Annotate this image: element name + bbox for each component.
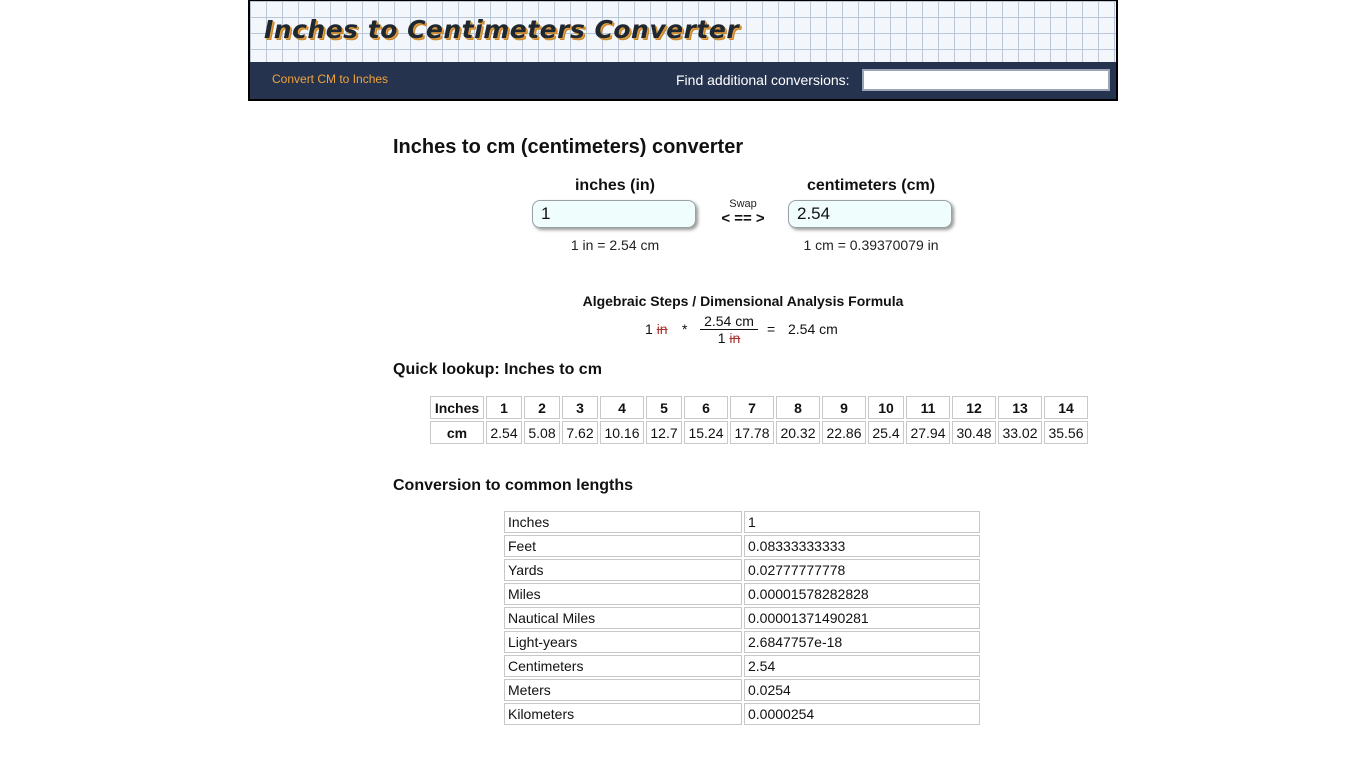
quick-lookup-table <box>428 394 1090 446</box>
unit-cell: Miles <box>504 583 742 605</box>
table-cell: 13 <box>998 396 1042 419</box>
formula-denominator <box>700 330 758 347</box>
value-cell: 0.00001578282828 <box>744 583 980 605</box>
value-cell: 0.02777777778 <box>744 559 980 581</box>
table-cell: 10.16 <box>600 421 644 444</box>
unit-cell: Kilometers <box>504 703 742 725</box>
banner-title[interactable]: Inches to Centimeters Converter <box>264 15 740 44</box>
table-cell: 12.7 <box>646 421 682 444</box>
quick-lookup-cm-row <box>430 421 1088 444</box>
centimeters-note: 1 cm = 0.39370079 in <box>803 237 939 253</box>
unit-cell: Meters <box>504 679 742 701</box>
value-cell: 0.08333333333 <box>744 535 980 557</box>
table-cell: 35.56 <box>1044 421 1088 444</box>
value-cell: 0.0254 <box>744 679 980 701</box>
swap-button[interactable]: < == > <box>721 210 765 227</box>
formula-lhs <box>645 321 668 337</box>
formula-fraction <box>700 313 758 347</box>
quick-lookup-inches-row <box>430 396 1088 419</box>
banner <box>250 1 1116 62</box>
table-cell: 3 <box>562 396 598 419</box>
centimeters-label: centimeters (cm) <box>806 177 936 194</box>
table-cell: 1 <box>486 396 522 419</box>
table-cell: 9 <box>822 396 866 419</box>
unit-cell: Feet <box>504 535 742 557</box>
page-title: Inches to cm (centimeters) converter <box>393 136 744 158</box>
table-cell: 6 <box>684 396 728 419</box>
table-cell: 17.78 <box>730 421 774 444</box>
table-cell: 10 <box>868 396 904 419</box>
common-lengths-table <box>502 509 982 727</box>
table-row <box>504 631 980 653</box>
table-row <box>504 511 980 533</box>
site-header <box>248 0 1118 101</box>
formula-lhs-value: 1 <box>645 321 653 337</box>
row-header-inches: Inches <box>430 396 484 419</box>
table-row <box>504 703 980 725</box>
table-cell: 2 <box>524 396 560 419</box>
formula-times: * <box>682 321 688 337</box>
formula-numerator: 2.54 cm <box>700 313 758 330</box>
unit-cell: Nautical Miles <box>504 607 742 629</box>
centimeters-input[interactable] <box>788 200 952 228</box>
value-cell: 2.6847757e-18 <box>744 631 980 653</box>
formula-lhs-unit: in <box>656 321 668 337</box>
quick-lookup-title: Quick lookup: Inches to cm <box>393 361 602 378</box>
table-row <box>504 679 980 701</box>
table-row <box>504 583 980 605</box>
table-cell: 8 <box>776 396 820 419</box>
table-cell: 2.54 <box>486 421 522 444</box>
table-cell: 15.24 <box>684 421 728 444</box>
value-cell: 1 <box>744 511 980 533</box>
inches-input[interactable] <box>532 200 696 228</box>
table-cell: 5.08 <box>524 421 560 444</box>
table-cell: 7 <box>730 396 774 419</box>
common-lengths-title: Conversion to common lengths <box>393 477 634 494</box>
table-cell: 7.62 <box>562 421 598 444</box>
table-cell: 30.48 <box>952 421 996 444</box>
unit-cell: Inches <box>504 511 742 533</box>
inches-note: 1 in = 2.54 cm <box>570 237 660 253</box>
table-cell: 22.86 <box>822 421 866 444</box>
table-cell: 33.02 <box>998 421 1042 444</box>
formula-result: 2.54 cm <box>788 321 838 337</box>
table-cell: 12 <box>952 396 996 419</box>
formula-den-value: 1 <box>717 330 726 346</box>
table-cell: 25.4 <box>868 421 904 444</box>
swap-control[interactable] <box>716 198 770 227</box>
table-row <box>504 655 980 677</box>
value-cell: 2.54 <box>744 655 980 677</box>
table-cell: 20.32 <box>776 421 820 444</box>
formula-den-unit: in <box>729 330 741 346</box>
table-cell: 5 <box>646 396 682 419</box>
value-cell: 0.00001371490281 <box>744 607 980 629</box>
table-row <box>504 535 980 557</box>
table-cell: 11 <box>906 396 950 419</box>
navbar <box>250 62 1116 99</box>
unit-cell: Centimeters <box>504 655 742 677</box>
find-conversions-input[interactable] <box>862 69 1110 91</box>
value-cell: 0.0000254 <box>744 703 980 725</box>
table-cell: 4 <box>600 396 644 419</box>
find-conversions-label: Find additional conversions: <box>676 72 850 88</box>
table-row <box>504 559 980 581</box>
swap-label: Swap <box>729 198 757 210</box>
inches-label: inches (in) <box>574 177 655 194</box>
table-cell: 27.94 <box>906 421 950 444</box>
formula-equals: = <box>767 321 776 337</box>
unit-cell: Yards <box>504 559 742 581</box>
table-cell: 14 <box>1044 396 1088 419</box>
convert-cm-to-inches-link[interactable]: Convert CM to Inches <box>272 72 389 86</box>
table-row <box>504 607 980 629</box>
steps-title: Algebraic Steps / Dimensional Analysis Formula <box>582 293 904 309</box>
row-header-cm: cm <box>430 421 484 444</box>
unit-cell: Light-years <box>504 631 742 653</box>
